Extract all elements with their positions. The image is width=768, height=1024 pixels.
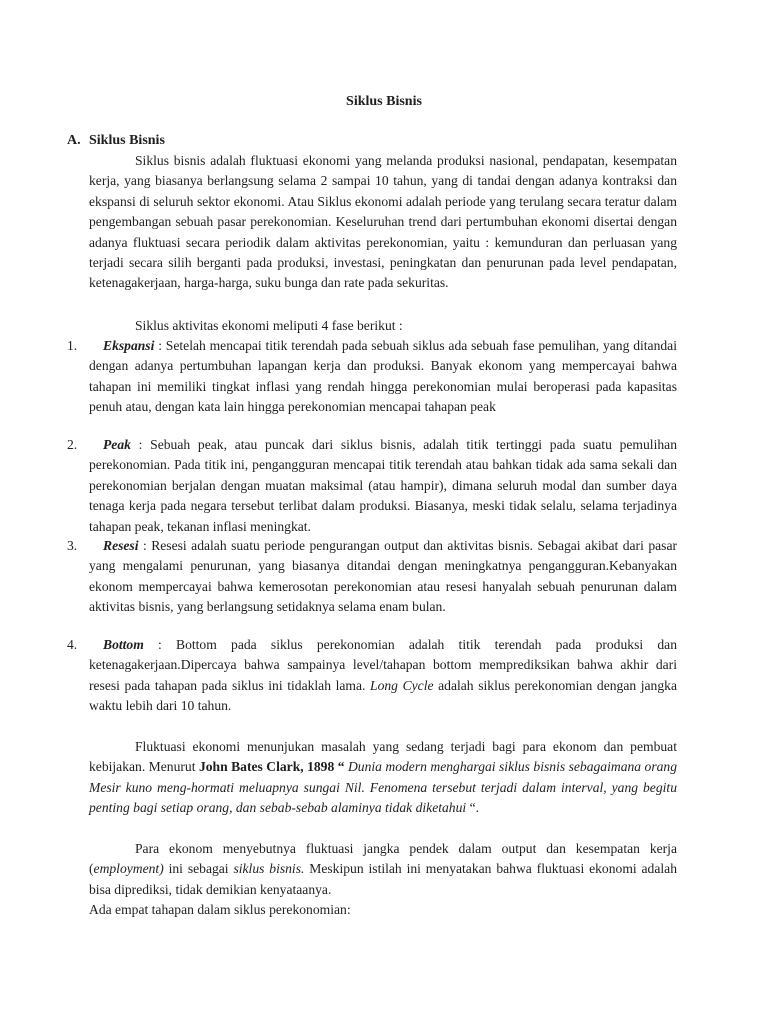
phases-intro-text: Siklus aktivitas ekonomi meliputi 4 fase berikut : [135,318,403,333]
phase-term: Bottom [103,637,144,652]
section-heading [67,133,165,149]
phase-item-ekspansi [67,336,677,418]
phase-number: 2. [67,437,78,452]
phase-item-bottom [67,635,677,717]
section-letter: A. [67,133,81,148]
fluktuasi-text: Fluktuasi ekonomi menunjukan masalah yang sedang terjadi bagi para ekonom dan pembuat kebijakan. Menurut [89,739,677,775]
phase-term: Ekspansi [103,338,155,353]
phases-intro [89,316,677,336]
phase-number: 4. [67,637,78,652]
phase-number: 1. [67,338,78,353]
phase-term: Resesi [103,538,139,553]
closing-line: Ada empat tahapan dalam siklus perekonomian: [89,902,351,917]
ekonom-paragraph [89,839,677,900]
fluktuasi-paragraph [89,737,677,819]
ekonom-text: Para ekonom menyebutnya fluktuasi jangka pendek dalam output dan kesempatan kerja ( [89,841,677,877]
phase-number: 3. [67,538,78,553]
intro-paragraph [89,151,677,294]
phase-italic-term: Long Cycle [370,677,434,693]
citation-quote: Dunia modern menghargai siklus bisnis sebagaimana orang Mesir kuno meng-hormati meluapnya sungai Nil. Fenomena tersebut terjadi dalam interval, yang begitu penting bagi setiap orang, dan sebab-sebab alaminya tidak diketahui [89,759,678,816]
fluktuasi-text-end: “. [466,800,480,816]
phase-item-resesi [67,536,677,618]
phase-text-after: adalah siklus perekonomian dengan jangka waktu lebih dari 10 tahun. [89,677,677,714]
document-title: Siklus Bisnis [346,94,422,109]
phase-text-before: : Bottom pada siklus perekonomian adalah titik terendah pada produksi dan ketenagakerjaan.Dipercaya bahwa sampainya level/tahapan bottom memprediksikan bahwa akhir dari resesi pada tahapan pada siklus ini tidaklah lama. [89,637,677,693]
intro-paragraph-text: Siklus bisnis adalah fluktuasi ekonomi yang melanda produksi nasional, pendapatan, kesempatan kerja, yang biasanya berlangsung selama 2 sampai 10 tahun, yang di tandai dengan adanya kontraksi dan ekspansi di seluruh sektor ekonomi. Atau Siklus ekonomi adalah periode yang terulang secara teratur dalam pengembangan sebuah pasar perekonomian. Keseluruhan trend dari pertumbuhan ekonomi disertai dengan adanya fluktuasi secara periodik dalam aktivitas perekonomian, yaitu : kemunduran dan perluasan yang terjadi secara silih berganti pada produksi, investasi, peningkatan dan penurunan pada level pendapatan, ketenagakerjaan, harga-harga, suku bunga dan rate pada sekuritas. [89,153,677,291]
phase-text: : Resesi adalah suatu periode pengurangan output dan aktivitas bisnis. Sebagai akibat dari pasar yang mengalami penurunan, yang biasanya ditandai dengan meningkatnya pengangguran.Kebanyakan ekonom mempercayai bahwa kemerosotan perekonomian atau resesi hanyalah sebuah penurunan dalam aktivitas bisnis, yang berlangsung setidaknya selama enam bulan. [89,538,677,615]
ekonom-text-end: Meskipun istilah ini menyatakan bahwa fluktuasi ekonomi adalah bisa diprediksi, tidak demikian kenyataanya. [89,861,677,897]
phase-item-peak [67,435,677,537]
citation-author: John Bates Clark, 1898 “ [198,759,345,775]
ekonom-italic-employment: employment) [93,861,164,877]
phase-term: Peak [103,437,131,452]
section-heading-text: Siklus Bisnis [89,133,165,148]
ekonom-italic-siklus: siklus bisnis. [233,861,305,877]
phase-text: : Setelah mencapai titik terendah pada sebuah siklus ada sebuah fase pemulihan, yang ditandai dengan adanya pertumbuhan lapangan kerja dan produksi. Banyak ekonom yang mempercayai bahwa tahapan ini memiliki tingkat inflasi yang rendah hingga perekonomian mulai beroperasi pada kapasitas penuh atau, dengan kata lain hingga perekonomian mencapai tahapan peak [89,338,677,415]
phase-text: : Sebuah peak, atau puncak dari siklus bisnis, adalah titik tertinggi pada suatu pemulihan perekonomian. Pada titik ini, pengangguran mencapai titik terendah atau bahkan tidak ada sama sekali dan perekonomian berjalan dengan muatan maksimal (atau hampir), dimana seluruh modal dan sumber daya tenaga kerja pada negara tersebut terlibat dalam produksi. Biasanya, meski tidak selalu, selama terjadinya tahapan peak, tekanan inflasi meningkat. [89,437,677,534]
ekonom-text-middle: ini sebagai [163,861,234,877]
